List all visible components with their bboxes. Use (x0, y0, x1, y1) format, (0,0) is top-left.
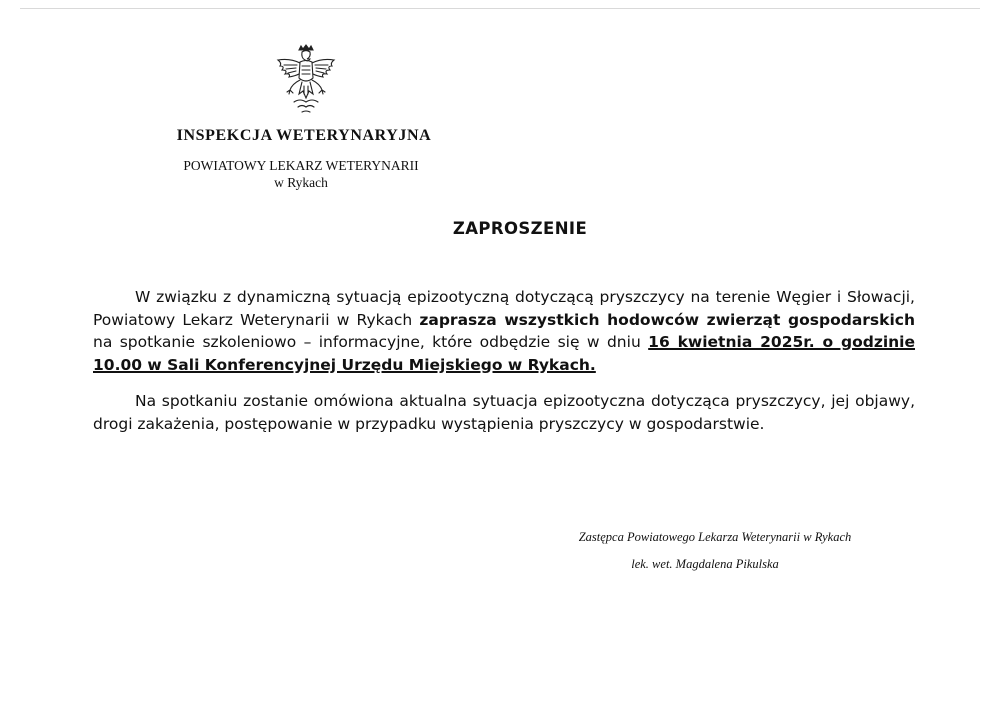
document-body (93, 286, 915, 435)
signature-name: lek. wet. Magdalena Pikulska (631, 557, 779, 571)
paragraph-1 (93, 286, 915, 376)
office-line-2: w Rykach (274, 175, 328, 190)
organization-name: INSPEKCJA WETERYNARYJNA (176, 127, 432, 144)
paragraph-1-text-2: na spotkanie szkoleniowo – informacyjne, które odbędzie się w dniu (93, 333, 649, 351)
eagle-emblem-icon (272, 44, 340, 116)
invited-audience: zaprasza wszystkich hodowców zwierząt gospodarskich (419, 310, 915, 329)
paragraph-2: Na spotkaniu zostanie omówiona aktualna sytuacja epizootyczna dotycząca pryszczycy, jej objawy, drogi zakażenia, postępowanie w przypadku wystąpienia pryszczycy w gospodarstwie. (93, 392, 915, 433)
document-title: ZAPROSZENIE (452, 219, 588, 238)
meeting-date-location: 16 kwietnia 2025r. o godzinie 10.00 w Sali Konferencyjnej Urzędu Miejskiego w Rykach. (93, 333, 916, 374)
paragraph-1-text: W związku z dynamiczną sytuacją epizootyczną dotyczącą pryszczycy na terenie Węgier i Słowacji, Powiatowy Lekarz Weterynarii w Rykach (93, 288, 915, 329)
signature-title: Zastępca Powiatowego Lekarza Weterynarii w Rykach (578, 530, 852, 544)
scan-edge-line (20, 8, 980, 9)
office-line-1: POWIATOWY LEKARZ WETERYNARII (183, 158, 419, 173)
office-name (130, 157, 472, 191)
